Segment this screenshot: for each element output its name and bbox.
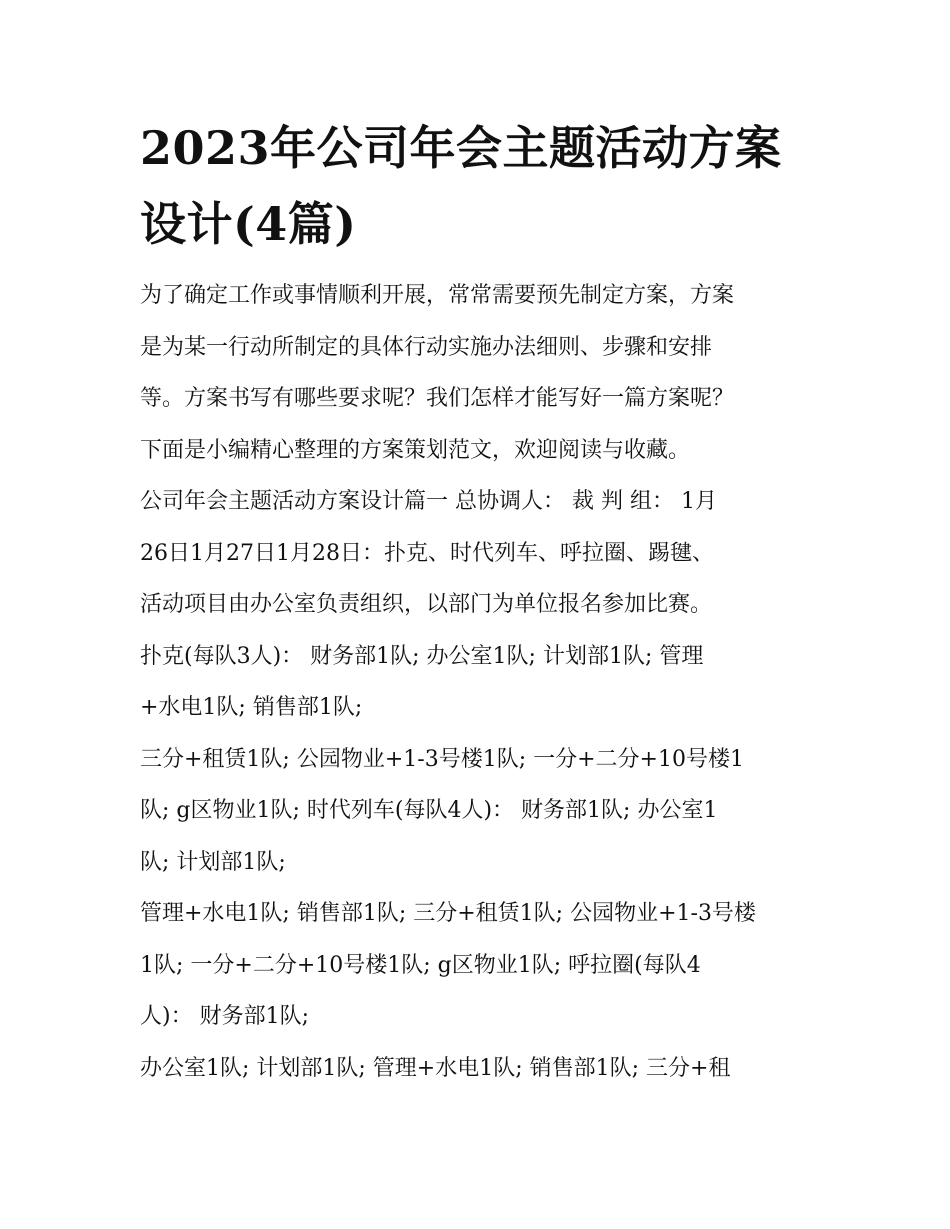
text-line: 三分+租赁1队; 公园物业+1-3号楼1队; 一分+二分+10号楼1 [140,746,744,772]
text-line: +水电1队; 销售部1队; [140,695,363,720]
text-line: 扑克(每队3人)： 财务部1队; 办公室1队; 计划部1队; 管理 [140,643,704,669]
hoop-teams-paragraph [140,888,820,1043]
text-line: 管理+水电1队; 销售部1队; 三分+租赁1队; 公园物业+1-3号楼 [140,901,756,926]
text-line: 队; g区物业1队; 时代列车(每队4人)： 财务部1队; 办公室1 [140,798,718,823]
title-line: 设计(4篇) [140,197,357,251]
poker-teams-paragraph [140,631,820,734]
text-line: 公司年会主题活动方案设计篇一 总协调人： 裁 判 组： 1月 [140,489,717,514]
text-line: 1队; 一分+二分+10号楼1队; g区物业1队; 呼拉圈(每队4 [140,952,701,978]
text-line: 26日1月27日1月28日：扑克、时代列车、呼拉圈、踢毽、 [140,540,714,566]
intro-paragraph [140,270,820,476]
section-one-paragraph [140,476,820,631]
text-line: 下面是小编精心整理的方案策划范文，欢迎阅读与收藏。 [140,437,691,463]
text-line: 队; 计划部1队; [140,849,286,875]
title-line: 2023年公司年会主题活动方案 [140,121,782,175]
continued-teams-paragraph [140,1043,820,1095]
text-line: 活动项目由办公室负责组织，以部门为单位报名参加比赛。 [140,592,713,617]
text-line: 为了确定工作或事情顺利开展，常常需要预先制定方案，方案 [140,283,735,308]
train-teams-paragraph [140,734,820,889]
text-line: 办公室1队; 计划部1队; 管理+水电1队; 销售部1队; 三分+租 [140,1055,731,1081]
text-line: 人)： 财务部1队; [140,1004,309,1029]
text-line: 是为某一行动所制定的具体行动实施办法细则、步骤和安排 [140,334,713,360]
text-line: 等。方案书写有哪些要求呢？我们怎样才能写好一篇方案呢？ [140,386,735,411]
document-page [140,110,820,1094]
document-title [140,110,820,262]
